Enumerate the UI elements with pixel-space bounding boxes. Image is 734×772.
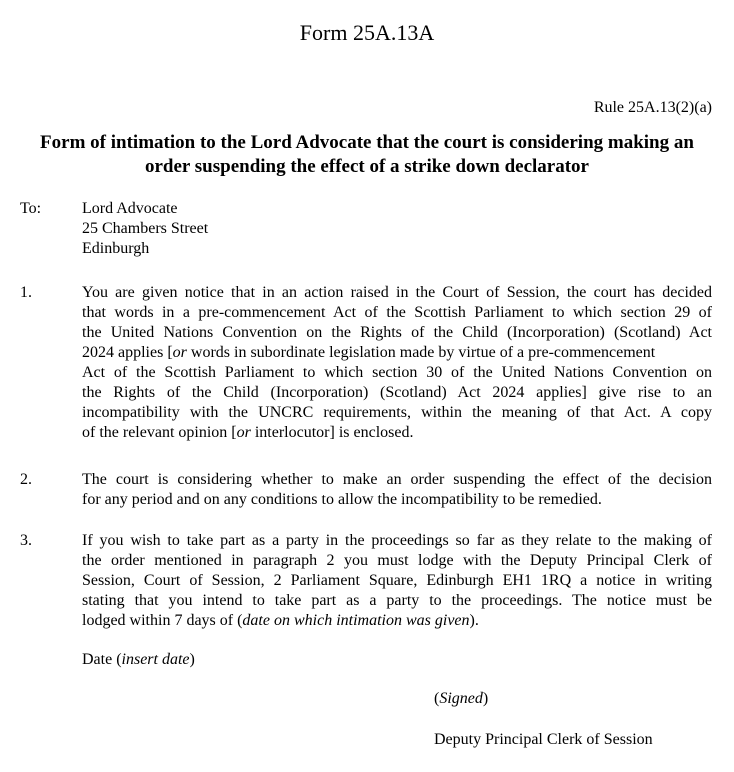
paragraph-number: 2. bbox=[20, 471, 32, 488]
text-segment: words in subordinate legislation made by virtue of a pre-commencement bbox=[186, 344, 656, 361]
paragraph-line: for any period and on any conditions to allow the incompatibility to be remedied. bbox=[82, 491, 602, 508]
text-segment: 2024 applies [ bbox=[82, 344, 173, 361]
paragraph-3 bbox=[20, 531, 712, 631]
paragraph-line bbox=[82, 423, 712, 443]
paragraph-line: Act of the Scottish Parliament to which section 30 of the United Nations Convention on bbox=[82, 364, 712, 381]
paragraph-line: incompatibility with the UNCRC requirements, within the meaning of that Act. A copy bbox=[82, 404, 712, 421]
addressee-block bbox=[20, 199, 712, 259]
heading-line: order suspending the effect of a strike down declarator bbox=[145, 156, 589, 177]
address-line: 25 Chambers Street bbox=[82, 220, 209, 237]
paragraph-line: The court is considering whether to make an order suspending the effect of the decision bbox=[82, 471, 712, 488]
paragraph-line: stating that you intend to take part as a party to the proceedings. The notice must be bbox=[82, 592, 712, 609]
rule-reference: Rule 25A.13(2)(a) bbox=[593, 99, 712, 116]
text-segment: lodged within 7 days of ( bbox=[82, 612, 243, 629]
paragraph-text bbox=[82, 531, 712, 631]
paragraph-line: If you wish to take part as a party in the proceedings so far as they relate to the making of bbox=[82, 532, 712, 549]
paragraph-text bbox=[82, 283, 712, 443]
signed-close: ) bbox=[482, 690, 489, 707]
paragraph-number: 3. bbox=[20, 532, 32, 549]
form-heading bbox=[0, 131, 734, 179]
text-segment-italic: or bbox=[236, 424, 251, 441]
heading-line: Form of intimation to the Lord Advocate that the court is considering making an bbox=[40, 132, 694, 153]
signed-label: Signed bbox=[439, 690, 483, 707]
paragraph-1 bbox=[20, 283, 712, 443]
signatory-title: Deputy Principal Clerk of Session bbox=[434, 731, 653, 748]
form-title: Form 25A.13A bbox=[299, 20, 435, 45]
paragraph-line bbox=[82, 343, 712, 363]
address-line: Lord Advocate bbox=[82, 200, 178, 217]
paragraph-line: the Rights of the Child (Incorporation) (Scotland) Act 2024 applies] give rise to an bbox=[82, 384, 712, 401]
paragraph-line: the United Nations Convention on the Rights of the Child (Incorporation) (Scotland) Act bbox=[82, 324, 712, 341]
text-segment: of the relevant opinion [ bbox=[82, 424, 237, 441]
paragraph-line: You are given notice that in an action raised in the Court of Session, the court has decided bbox=[82, 284, 712, 301]
date-placeholder: insert date bbox=[121, 651, 190, 668]
paragraph-line: the order mentioned in paragraph 2 you must lodge with the Deputy Principal Clerk of bbox=[82, 552, 712, 569]
paragraph-line: that words in a pre-commencement Act of the Scottish Parliament to which section 29 of bbox=[82, 304, 712, 321]
signed-line bbox=[434, 689, 488, 709]
paragraph-number: 1. bbox=[20, 284, 32, 301]
text-segment-italic: date on which intimation was given bbox=[242, 612, 470, 629]
text-segment: interlocutor] is enclosed. bbox=[250, 424, 414, 441]
paragraph-line bbox=[82, 611, 712, 631]
paragraph-line: Session, Court of Session, 2 Parliament Square, Edinburgh EH1 1RQ a notice in writing bbox=[82, 572, 712, 589]
address-line: Edinburgh bbox=[82, 240, 150, 257]
signed-open: ( bbox=[434, 690, 440, 707]
text-segment-italic: or bbox=[172, 344, 187, 361]
date-prefix: Date ( bbox=[82, 651, 122, 668]
addressee-address bbox=[82, 199, 712, 259]
paragraph-text bbox=[82, 470, 712, 510]
text-segment: ). bbox=[469, 612, 479, 629]
date-line bbox=[82, 650, 195, 670]
to-label: To: bbox=[20, 200, 42, 217]
date-suffix: ) bbox=[189, 651, 195, 668]
paragraph-2 bbox=[20, 470, 712, 510]
